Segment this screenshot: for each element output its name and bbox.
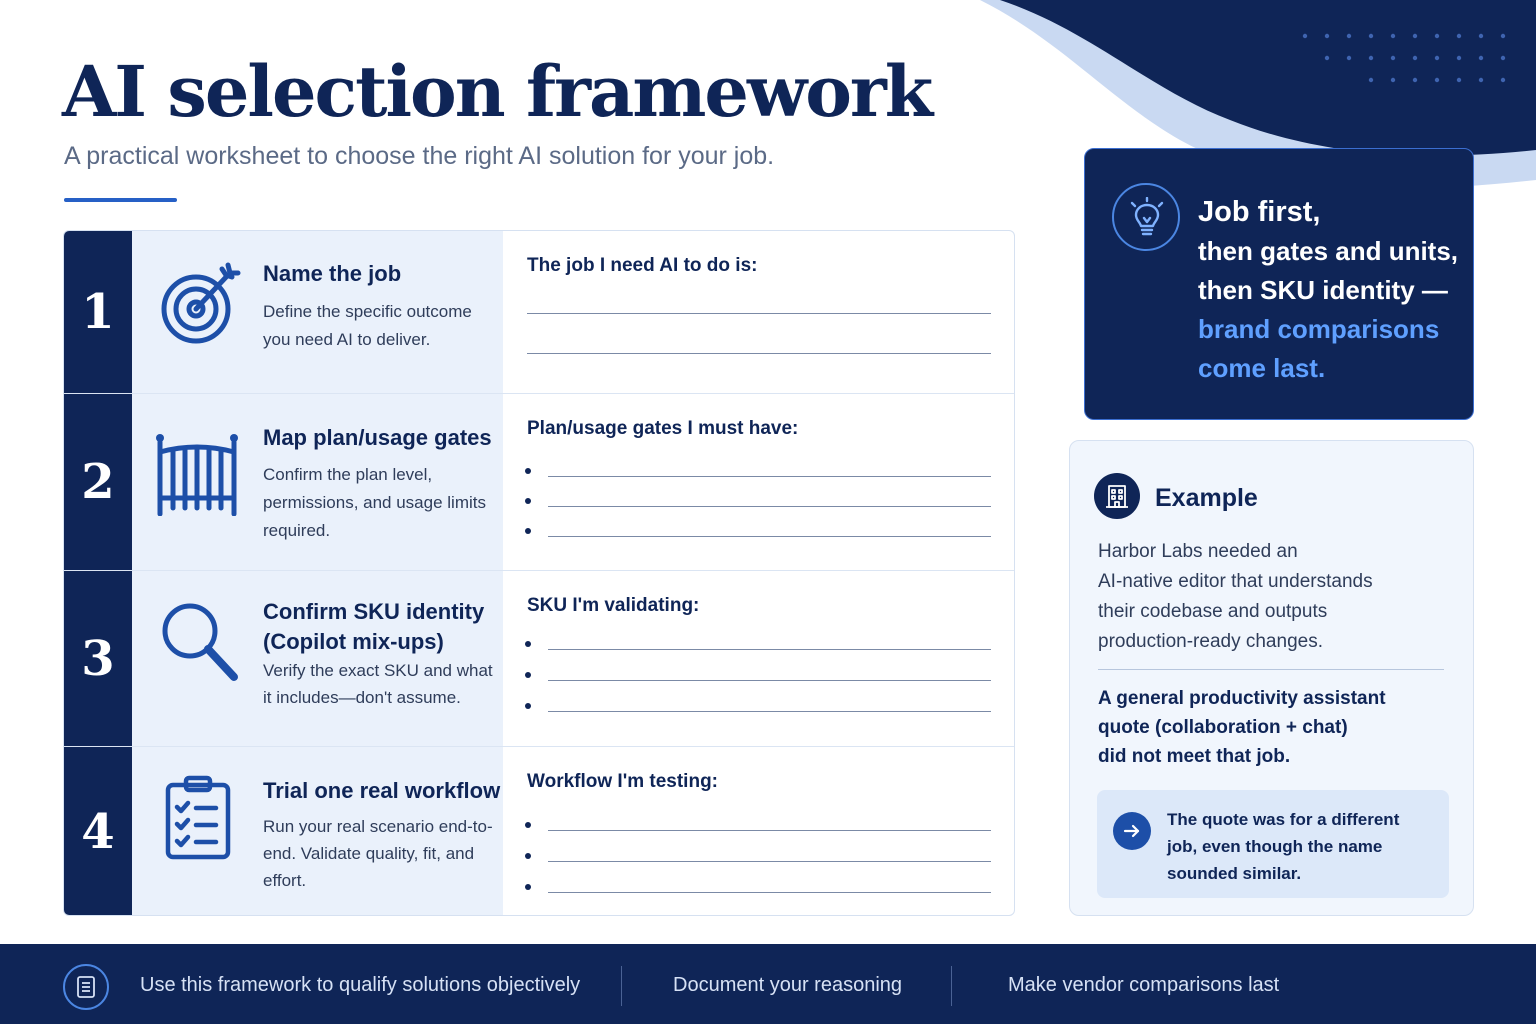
bullet [525,498,531,504]
bullet [525,822,531,828]
fill-prompt: SKU I'm validating: [527,595,700,616]
lightbulb-icon [1112,183,1180,251]
divider [1098,669,1444,670]
answer-line[interactable] [548,476,991,477]
answer-line[interactable] [548,536,991,537]
footer-divider [951,966,952,1006]
bullet [525,468,531,474]
key-principle-callout [1084,148,1474,420]
step-worksheet-area [503,394,1015,570]
gate-icon [154,430,240,516]
step-number: 4 [64,747,132,916]
example-conclusion-line: A general productivity assistant [1098,688,1386,709]
note-text [1167,806,1439,887]
answer-line[interactable] [548,830,991,831]
step-title: Confirm SKU identity (Copilot mix-ups) [263,599,485,654]
step-title: Trial one real workflow [263,778,501,803]
callout-highlight: brand comparisons [1198,314,1440,344]
step-info [132,231,503,393]
footer-item-qualify: Use this framework to qualify solutions objectively [140,974,581,996]
step-description: Confirm the plan level, permissions, and usage limits required. [263,465,486,540]
example-note [1097,790,1449,898]
example-body-line: production-ready changes. [1098,631,1323,652]
document-icon [63,964,109,1010]
note-line: sounded similar. [1167,864,1302,883]
example-body [1098,537,1458,657]
example-body-line: AI-native editor that understands [1098,571,1373,592]
footer-bar [0,944,1536,1024]
target-icon [158,261,244,347]
clipboard-checklist-icon [158,775,244,861]
step-4 [64,746,1015,916]
footer-divider [621,966,622,1006]
magnifier-icon [158,599,244,685]
fill-prompt: Plan/usage gates I must have: [527,418,799,439]
footer-item-compare: Make vendor comparisons last [1008,974,1280,996]
step-info [132,571,503,746]
step-info [132,747,503,916]
step-worksheet-area [503,747,1015,916]
footer-item-document: Document your reasoning [673,974,903,996]
steps-worksheet [63,230,1015,916]
step-worksheet-area [503,231,1015,393]
note-line: The quote was for a different [1167,810,1400,829]
step-worksheet-area [503,571,1015,746]
bullet [525,641,531,647]
callout-highlight: come last. [1198,353,1326,383]
step-2 [64,393,1015,570]
example-conclusion [1098,684,1458,771]
fill-prompt: The job I need AI to do is: [527,255,758,276]
bullet [525,884,531,890]
answer-line[interactable] [548,711,991,712]
step-1 [64,231,1015,393]
answer-line[interactable] [548,892,991,893]
title-underline [64,198,177,202]
answer-line[interactable] [548,506,991,507]
answer-line[interactable] [527,313,991,314]
step-number: 3 [64,571,132,746]
callout-line: Job first, [1198,196,1321,228]
answer-line[interactable] [548,649,991,650]
answer-line[interactable] [548,680,991,681]
example-conclusion-line: quote (collaboration + chat) [1098,717,1348,738]
note-line: job, even though the name [1167,837,1383,856]
page-subtitle: A practical worksheet to choose the right AI solution for your job. [64,142,775,170]
callout-message [1198,193,1468,388]
step-number: 2 [64,394,132,570]
callout-line: then gates and units, [1198,236,1459,266]
example-card [1069,440,1474,916]
step-description: Verify the exact SKU and what it includes—don't assume. [263,661,493,707]
step-title: Name the job [263,261,402,286]
step-number: 1 [64,231,132,393]
bullet [525,672,531,678]
step-info [132,394,503,570]
fill-prompt: Workflow I'm testing: [527,771,719,792]
bullet [525,853,531,859]
step-title: Map plan/usage gates [263,425,492,450]
example-body-line: their codebase and outputs [1098,601,1328,622]
step-description: Define the specific outcome you need AI to deliver. [263,302,472,349]
example-heading: Example [1155,484,1258,512]
step-3 [64,570,1015,746]
answer-line[interactable] [527,353,991,354]
example-body-line: Harbor Labs needed an [1098,541,1298,562]
answer-line[interactable] [548,861,991,862]
bullet [525,703,531,709]
callout-line: then SKU identity — [1198,275,1448,305]
bullet [525,528,531,534]
step-description: Run your real scenario end-to-end. Validate quality, fit, and effort. [263,817,493,890]
arrow-right-icon [1113,812,1151,850]
building-icon [1094,473,1140,519]
example-conclusion-line: did not meet that job. [1098,746,1291,767]
page-title: AI selection framework [62,50,932,133]
